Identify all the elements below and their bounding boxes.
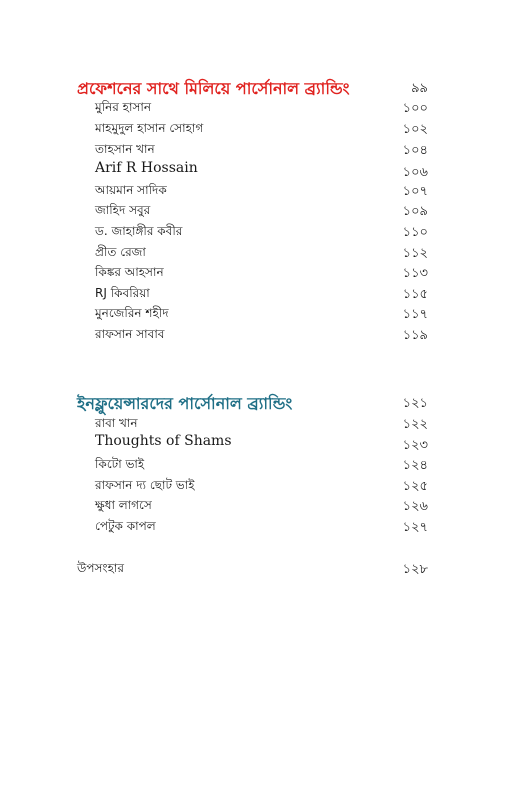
entry-page-number: ১১৭ bbox=[402, 307, 428, 322]
toc-section-header bbox=[0, 391, 513, 413]
entry-page-number: ১২৮ bbox=[402, 562, 428, 577]
section-page-number: ১২১ bbox=[402, 396, 428, 411]
entry-page-number: ১০৬ bbox=[402, 165, 428, 180]
entry-page-number: ১২২ bbox=[402, 417, 428, 432]
entry-page-number: ১১৯ bbox=[402, 328, 428, 343]
section-page-number: ৯৯ bbox=[411, 81, 428, 96]
toc-entry bbox=[0, 477, 513, 497]
toc-entry bbox=[0, 160, 513, 180]
entry-title: Arif R Hossain bbox=[95, 160, 198, 176]
entry-title: ক্ষুধা লাগসে bbox=[95, 498, 152, 512]
toc-entry bbox=[0, 264, 513, 284]
entry-title: আয়মান সাদিক bbox=[95, 183, 167, 197]
entry-title: মুনজেরিন শহীদ bbox=[95, 306, 169, 320]
entry-title: প্রীত রেজা bbox=[95, 245, 146, 259]
toc-entry bbox=[0, 202, 513, 222]
entry-page-number: ১২৫ bbox=[402, 479, 428, 494]
section-title: প্রফেশনের সাথে মিলিয়ে পার্সোনাল ব্র্যান্ডিং bbox=[77, 79, 350, 98]
toc-entry bbox=[0, 415, 513, 435]
toc-entry bbox=[0, 285, 513, 305]
entry-page-number: ১০২ bbox=[402, 122, 428, 137]
toc-entry bbox=[0, 141, 513, 161]
entry-page-number: ১২৪ bbox=[402, 458, 428, 473]
entry-page-number: ১২৬ bbox=[402, 499, 428, 514]
entry-title: রাবা খান bbox=[95, 416, 138, 430]
entry-title: কিঙ্কর আহসান bbox=[95, 265, 164, 279]
entry-title: RJ কিবরিয়া bbox=[95, 286, 150, 300]
toc-entry bbox=[0, 244, 513, 264]
entry-page-number: ১১৫ bbox=[402, 287, 428, 302]
toc-entry bbox=[0, 182, 513, 202]
toc-entry bbox=[0, 223, 513, 243]
entry-page-number: ১০৭ bbox=[402, 184, 428, 199]
entry-title: কিটো ভাই bbox=[95, 457, 145, 471]
toc-entry bbox=[0, 433, 513, 453]
section-title: ইনফ্লুয়েন্সারদের পার্সোনাল ব্র্যান্ডিং bbox=[77, 394, 293, 413]
entry-page-number: ১০৯ bbox=[402, 204, 428, 219]
toc-entry bbox=[0, 305, 513, 325]
entry-title: Thoughts of Shams bbox=[95, 433, 232, 449]
entry-title: তাহসান খান bbox=[95, 142, 155, 156]
toc-entry bbox=[0, 120, 513, 140]
entry-title: মুনির হাসান bbox=[95, 100, 152, 114]
entry-title: রাফসান সাবাব bbox=[95, 327, 165, 341]
entry-title: ড. জাহাঙ্গীর কবীর bbox=[95, 224, 183, 238]
toc-entry bbox=[0, 456, 513, 476]
entry-title: জাহিদ সবুর bbox=[95, 203, 151, 217]
entry-title: উপসংহার bbox=[77, 561, 124, 575]
toc-section-header bbox=[0, 76, 513, 98]
entry-page-number: ১১৩ bbox=[402, 266, 428, 281]
toc-entry bbox=[0, 326, 513, 346]
toc-entry-epilogue bbox=[0, 560, 513, 580]
entry-page-number: ১০০ bbox=[402, 101, 428, 116]
entry-page-number: ১১২ bbox=[402, 246, 428, 261]
entry-title: পেটুক কাপল bbox=[95, 519, 156, 533]
entry-page-number: ১১০ bbox=[402, 225, 428, 240]
entry-page-number: ১০৪ bbox=[402, 143, 428, 158]
entry-title: রাফসান দ্য ছোট ভাই bbox=[95, 478, 195, 492]
entry-title: মাহমুদুল হাসান সোহাগ bbox=[95, 121, 204, 135]
entry-page-number: ১২৭ bbox=[402, 520, 428, 535]
entry-page-number: ১২৩ bbox=[402, 438, 428, 453]
toc-entry bbox=[0, 518, 513, 538]
toc-entry bbox=[0, 497, 513, 517]
toc-entry bbox=[0, 99, 513, 119]
